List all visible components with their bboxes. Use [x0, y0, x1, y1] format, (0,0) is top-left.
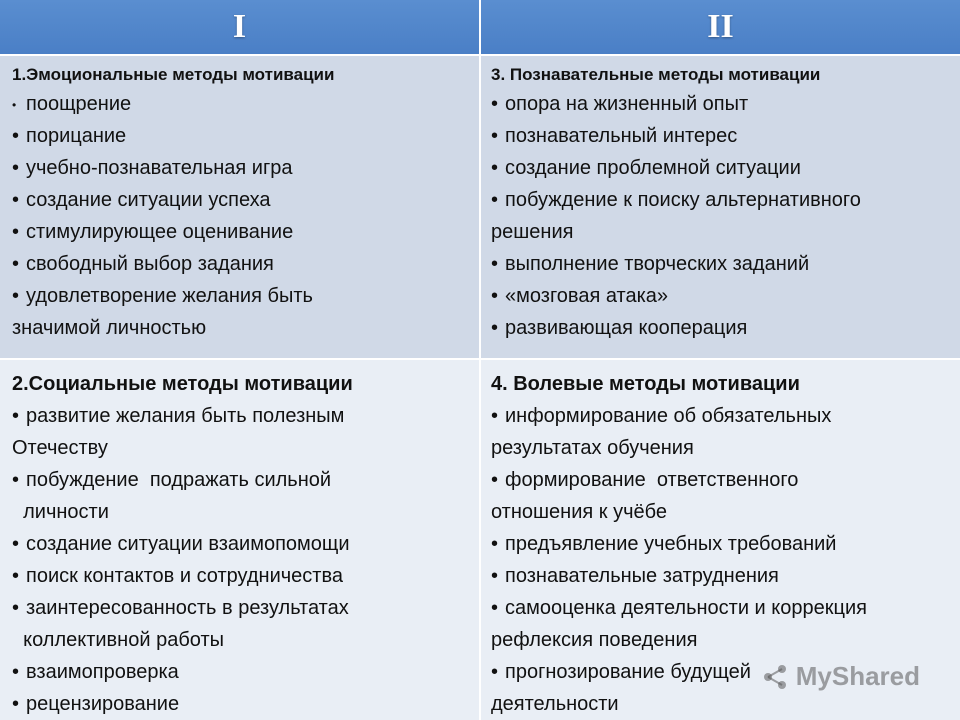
watermark [760, 661, 920, 692]
list-item: • развивающая кооперация [491, 312, 950, 344]
list-item: • познавательный интерес [491, 120, 950, 152]
list-item: • «мозговая атака» [491, 280, 950, 312]
list-item: • стимулирующее оценивание [12, 216, 469, 248]
list-item [491, 400, 950, 464]
list-item: • создание ситуации взаимопомощи [12, 528, 469, 560]
list-item-continuation: решения [491, 221, 574, 243]
list-item-continuation: личности [12, 501, 109, 523]
list-item: • рецензирование [12, 688, 469, 720]
list-item: • поощрение [12, 88, 469, 120]
list-item-text: прогнозирование будущей [505, 661, 751, 683]
list-item: • создание ситуации успеха [12, 184, 469, 216]
list-item-text: заинтересованность в результатах [26, 597, 349, 619]
list-item: • опора на жизненный опыт [491, 88, 950, 120]
list-item: • создание проблемной ситуации [491, 152, 950, 184]
cell-cognitive-methods [481, 56, 960, 358]
list-item-continuation: отношения к учёбе [491, 501, 667, 523]
list-item: • познавательные затруднения [491, 560, 950, 592]
method-list [12, 88, 469, 344]
list-item: • порицание [12, 120, 469, 152]
cell-emotional-methods [0, 56, 479, 358]
watermark-text: MyShared [795, 661, 920, 691]
column-divider [479, 0, 481, 720]
method-list [491, 88, 950, 344]
list-item: • выполнение творческих заданий [491, 248, 950, 280]
myshared-logo-icon [760, 662, 790, 692]
list-item: • свободный выбор задания [12, 248, 469, 280]
list-item-continuation: коллективной работы [12, 629, 224, 651]
column-header-1: I [0, 0, 479, 54]
list-item-text: развитие желания быть полезным [26, 405, 345, 427]
list-item-continuation: результатах обучения [491, 437, 694, 459]
list-item [491, 464, 950, 528]
list-item-continuation: деятельности [491, 693, 619, 715]
list-item: • взаимопроверка [12, 656, 469, 688]
list-item: • поиск контактов и сотрудничества [12, 560, 469, 592]
list-item: • учебно-познавательная игра [12, 152, 469, 184]
list-item-continuation: значимой личностью [12, 317, 207, 339]
cell-heading: 2.Социальные методы мотивации [12, 373, 353, 395]
list-item [12, 280, 469, 344]
list-item-text: побуждение подражать сильной [26, 469, 332, 491]
cell-social-methods [0, 360, 479, 720]
cell-heading: 4. Волевые методы мотивации [491, 373, 800, 395]
list-item-continuation: Отечеству [12, 437, 108, 459]
column-header-2: II [481, 0, 960, 54]
method-list [12, 400, 469, 720]
row-divider [0, 358, 960, 360]
list-item [491, 592, 950, 656]
list-item [12, 464, 469, 528]
list-item-continuation: рефлексия поведения [491, 629, 698, 651]
list-item-text: удовлетворение желания быть [26, 285, 313, 307]
list-item [491, 184, 950, 248]
cell-heading: 3. Познавательные методы мотивации [491, 65, 821, 84]
list-item [12, 592, 469, 656]
list-item-text: самооценка деятельности и коррекция [505, 597, 867, 619]
cell-heading: 1.Эмоциональные методы мотивации [12, 65, 335, 84]
list-item-text: побуждение к поиску альтернативного [505, 189, 861, 211]
list-item [12, 400, 469, 464]
list-item-text: формирование ответственного [505, 469, 799, 491]
list-item-text: информирование об обязательных [505, 405, 832, 427]
list-item: • предъявление учебных требований [491, 528, 950, 560]
